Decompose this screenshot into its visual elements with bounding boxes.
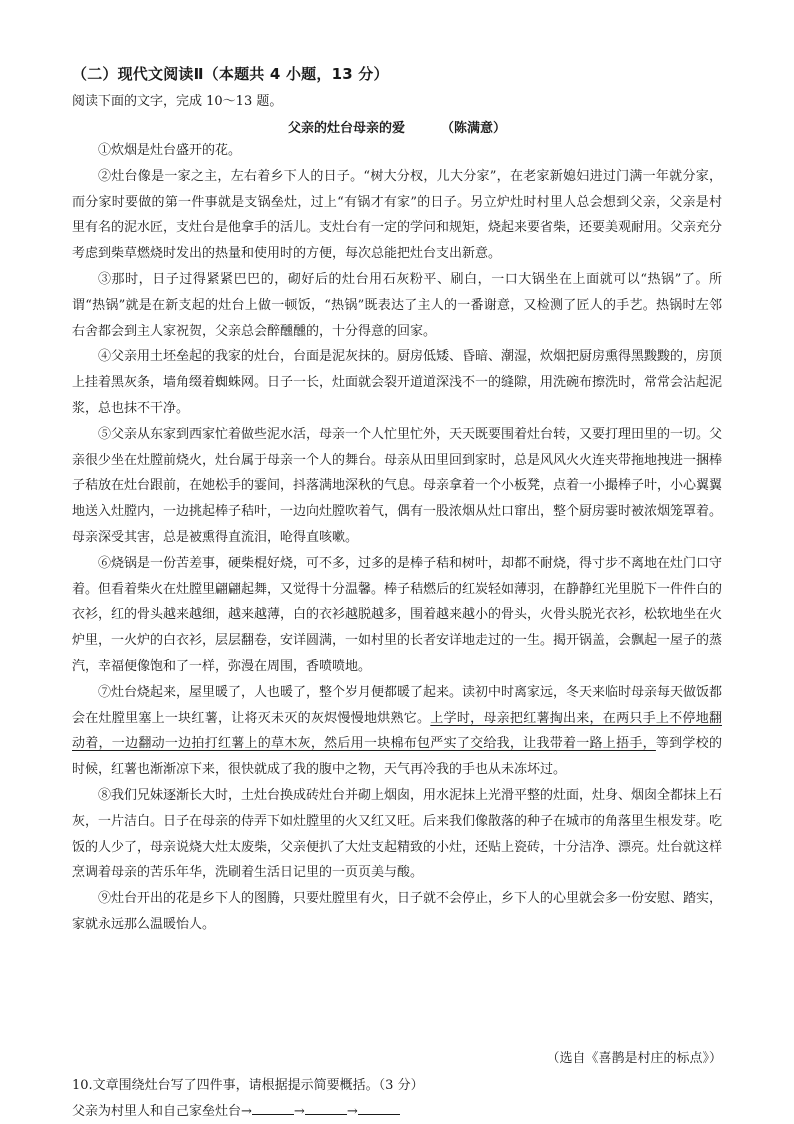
paragraph-5: ⑤父亲从东家到西家忙着做些泥水活，母亲一个人忙里忙外，天天既要围着灶台转，又要打理田里的一切。父亲很少坐在灶膛前烧火，灶台属于母亲一个人的舞台。母亲从田里回到家时，总是风风火火连夹带拖地拽进一捆棒子秸放在灶台跟前，在她松手的霎间，抖落满地深秋的气息。母亲拿着一个小板凳，点着一小撮棒子叶，小心翼翼地送入灶膛内，一边挑起棒子秸叶，一边向灶膛吹着气，偶有一股浓烟从灶口窜出，整个厨房霎时被浓烟笼罩着。母亲深受其害，总是被熏得直流泪，呛得直咳嗽。 [72, 426, 723, 545]
article-author: （陈满意） [441, 121, 507, 136]
paragraph-9: ⑨灶台开出的花是乡下人的图腾，只要灶膛里有火，日子就不会停止，乡下人的心里就会多一份安慰、踏实，家就永远那么温暖怡人。 [72, 891, 723, 932]
article-source: （选自《喜鹊是村庄的标点》） [546, 1051, 722, 1066]
question-10: 10.文章围绕灶台写了四件事，请根据提示简要概括。（3 分） [72, 1078, 424, 1093]
paragraph-2: ②灶台像是一家之主，左右着乡下人的日子。“树大分杈，儿大分家”，在老家新媳妇进过门满一年就分家，而分家时要做的第一件事就是支锅垒灶，过上“有锅才有家”的日子。另立炉灶时村里人总会想到父亲，父亲是村里有名的泥水匠，支灶台是他拿手的活儿。支灶台有一定的学问和规矩，烧起来要省柴，还要美观耐用。父亲充分考虑到柴草燃烧时发出的热量和使用时的方便，每次总能把灶台支出新意。 [72, 168, 723, 262]
paragraph-6: ⑥烧锅是一份苦差事，硬柴棍好烧，可不多，过多的是棒子秸和树叶，却都不耐烧，得寸步不离地在灶门口守着。但看着柴火在灶膛里翩翩起舞，又觉得十分温馨。棒子秸燃后的红炭轻如薄羽，在静静红光里脱下一件件白的衣衫，红的骨头越来越细，越来越薄，白的衣衫越脱越多，围着越来越小的骨头，火骨头脱光衣衫，松软地坐在火炉里，一火炉的白衣衫，层层翻卷，安详圆满，一如村里的长者安详地走过的一生。揭开锅盖，会飘起一屋子的蒸汽，幸福便像饱和了一样，弥漫在周围，香喷喷地。 [72, 555, 723, 674]
article-heading [0, 117, 794, 136]
article-body [72, 138, 722, 938]
answer-blank-1[interactable] [252, 1102, 294, 1115]
answer-blank-2[interactable] [305, 1102, 347, 1115]
section-title: （二）现代文阅读Ⅱ（本题共 4 小题，13 分） [72, 65, 389, 83]
paragraph-1: ①炊烟是灶台盛开的花。 [98, 143, 242, 158]
reading-instruction: 阅读下面的文字，完成 10～13 题。 [72, 94, 283, 109]
paragraph-4: ④父亲用土坯垒起的我家的灶台，台面是泥灰抹的。厨房低矮、昏暗、潮湿，炊烟把厨房熏得黑黢黢的，房顶上挂着黑灰条，墙角缀着蜘蛛网。日子一长，灶面就会裂开道道深浅不一的缝隙，用洗碗布擦洗时，常常会沾起泥浆，总也抹不干净。 [72, 349, 723, 416]
paragraph-7 [72, 680, 722, 783]
answer-line [72, 1100, 400, 1119]
paragraph-3: ③那时，日子过得紧紧巴巴的，砌好后的灶台用石灰粉平、刷白，一口大锅坐在上面就可以“热锅”了。所谓“热锅”就是在新支起的灶台上做一顿饭，“热锅”既表达了主人的一番谢意，又检测了匠人的手艺。热锅时左邻右舍都会到主人家祝贺，父亲总会醉醺醺的，十分得意的回家。 [72, 271, 722, 339]
paragraph-8: ⑧我们兄妹逐渐长大时，土灶台换成砖灶台并砌上烟囱，用水泥抹上光滑平整的灶面，灶身、烟囱全都抹上石灰，一片洁白。日子在母亲的侍弄下如灶膛里的火又红又旺。后来我们像散落的种子在城市的角落里生根发芽。吃饭的人少了，母亲说烧大灶太废柴，父亲便扒了大灶支起精致的小灶，还贴上瓷砖，十分洁净、漂亮。灶台就这样烹调着母亲的苦乐年华，洗刷着生活日记里的一页页美与酸。 [72, 787, 723, 881]
answer-prompt: 父亲为村里人和自己家垒灶台→ [72, 1104, 252, 1119]
article-title: 父亲的灶台母亲的爱 [287, 121, 405, 136]
underlined-sentence: 上学时，母亲把红薯掏出来，在两只手上不停地翻动着，一边翻动一边拍打红薯上的草木灰，然后用一块棉布包严实了交给我，让我带着一路上捂手， [72, 710, 722, 752]
arrow-2: → [346, 1104, 358, 1119]
arrow-1: → [293, 1104, 305, 1119]
paragraph-7-part-3: 等到学校的时候，红薯也渐渐凉下来，很快就成了我的腹中之物，天气再冷我的手也从未冻坏过。 [72, 736, 722, 778]
answer-blank-3[interactable] [358, 1102, 400, 1115]
paragraph-7-part-1: ⑦灶台烧起来，屋里暖了，人也暖了，整个岁月便都暖了起来。读初中时离家远，冬天来临时母亲每天做饭都会在灶膛里塞上一块红薯，让将灭未灭的灰烬慢慢地烘熟它。 [72, 684, 723, 726]
